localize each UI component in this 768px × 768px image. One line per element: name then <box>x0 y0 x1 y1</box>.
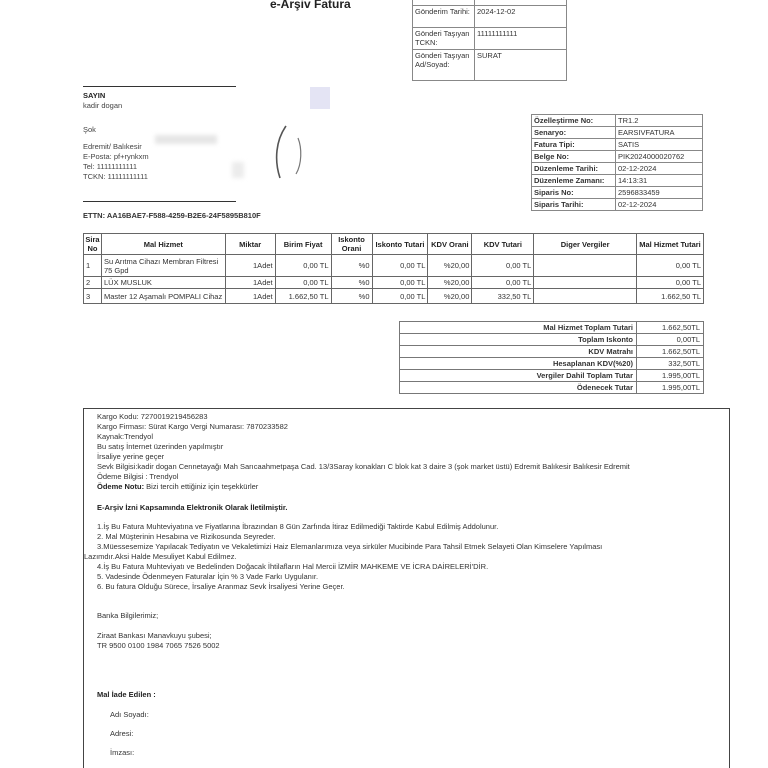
return-address-label: Adresi: <box>110 729 134 738</box>
redacted-area <box>310 87 330 109</box>
invoice-meta-body <box>532 115 703 211</box>
meta-label: Özelleştirme No: <box>532 115 616 127</box>
item-row <box>84 277 704 289</box>
meta-row <box>532 199 703 211</box>
totals-row <box>400 334 704 346</box>
item-cell: 1Adet <box>225 277 275 289</box>
buyer-top-rule <box>83 86 236 87</box>
totals-value: 1.995,00TL <box>637 382 704 394</box>
meta-label: Siparis No: <box>532 187 616 199</box>
meta-row <box>532 163 703 175</box>
items-header-row <box>84 234 704 255</box>
item-cell: 0,00 TL <box>372 289 428 304</box>
buyer-bottom-rule <box>83 201 236 202</box>
totals-label: Hesaplanan KDV(%20) <box>400 358 637 370</box>
meta-label: Siparis Tarihi: <box>532 199 616 211</box>
totals-row <box>400 382 704 394</box>
item-cell: 0,00 TL <box>472 255 534 277</box>
shipping-info: Sevk Bilgisi:kadir dogan Cennetayağı Mah Sarıcaahmetpaşa Cad. 13/3Saray konakları C blok kat 3 daire 3 (şok market üstü) Edremit Balıkesir Balıkesir Edremit <box>97 462 630 471</box>
items-body <box>84 255 704 304</box>
meta-label: Düzenleme Tarihi: <box>532 163 616 175</box>
meta-label: Düzenleme Zamanı: <box>532 175 616 187</box>
col-header: Mal Hizmet Tutari <box>637 234 704 255</box>
bank-branch: Ziraat Bankası Manavkuyu şubesi; <box>97 631 212 640</box>
totals-row <box>400 346 704 358</box>
shipping-label: Gönderim Tarihi: <box>413 6 475 28</box>
totals-value: 0,00TL <box>637 334 704 346</box>
buyer-address: Şok <box>83 125 96 135</box>
term-line: 1.İş Bu Fatura Muhteviyatına ve Fiyatlarına İbrazından 8 Gün Zarfında İtiraz Edilmediği Taktirde Kabul Edilmiş Addolunur. <box>97 522 499 531</box>
payment-note-label: Ödeme Notu: <box>97 482 145 491</box>
shipping-value: SURAT <box>475 50 567 81</box>
meta-row <box>532 115 703 127</box>
bank-title: Banka Bilgilerimiz; <box>97 611 159 620</box>
meta-value: 14:13:31 <box>616 175 703 187</box>
totals-value: 1.662,50TL <box>637 322 704 334</box>
meta-value: PIK2024000020762 <box>616 151 703 163</box>
item-cell: 0,00 TL <box>637 277 704 289</box>
meta-row <box>532 175 703 187</box>
buyer-tckn: TCKN: 11111111111 <box>83 172 148 182</box>
totals-row <box>400 358 704 370</box>
shipping-label: Gönderi Taşıyan Ad/Soyad: <box>413 50 475 81</box>
meta-row <box>532 151 703 163</box>
iban: TR 9500 0100 1984 7065 7526 5002 <box>97 641 220 650</box>
item-cell <box>534 255 637 277</box>
document-title: e-Arşiv Fatura <box>270 0 351 11</box>
item-cell: 1Adet <box>225 255 275 277</box>
item-cell: 0,00 TL <box>372 255 428 277</box>
col-header: Iskonto Orani <box>331 234 372 255</box>
item-cell: LÜX MUSLUK <box>101 277 225 289</box>
item-cell: %20,00 <box>428 289 472 304</box>
buyer-city: Edremit/ Balıkesir <box>83 141 142 151</box>
meta-value: SATIS <box>616 139 703 151</box>
item-cell: 2 <box>84 277 102 289</box>
item-cell: 1 <box>84 255 102 277</box>
cargo-code: Kargo Kodu: 7270019219456283 <box>97 412 208 421</box>
buyer-spacer <box>83 111 149 125</box>
item-row <box>84 255 704 277</box>
item-cell: Su Arıtma Cihazı Membran Filtresi 75 Gpd <box>101 255 225 277</box>
term-line: 5. Vadesinde Ödenmeyen Faturalar İçin % 3 Vade Farkı Uygulanır. <box>97 572 319 581</box>
term-line: Lazımdır.Aksi Halde Mesuliyet Kabul Edilmez. <box>84 552 237 561</box>
buyer-block <box>83 91 149 182</box>
col-header: Mal Hizmet <box>101 234 225 255</box>
meta-value: EARSIVFATURA <box>616 127 703 139</box>
totals-row <box>400 370 704 382</box>
totals-label: KDV Matrahı <box>400 346 637 358</box>
return-name-label: Adı Soyadı: <box>110 710 149 719</box>
col-header: Miktar <box>225 234 275 255</box>
item-cell: %20,00 <box>428 255 472 277</box>
shipping-value: 2024-12-02 <box>475 6 567 28</box>
item-cell: %0 <box>331 277 372 289</box>
totals-value: 332,50TL <box>637 358 704 370</box>
meta-row <box>532 127 703 139</box>
meta-value: 2596833459 <box>616 187 703 199</box>
totals-row <box>400 322 704 334</box>
internet-sale: Bu satış İnternet üzerinden yapılmıştır <box>97 442 224 451</box>
item-cell: 1.662,50 TL <box>637 289 704 304</box>
earsiv-statement: E-Arşiv İzni Kapsamında Elektronik Olarak İletilmiştir. <box>97 503 288 512</box>
item-cell <box>534 277 637 289</box>
meta-row <box>532 139 703 151</box>
term-line: 3.Müessesemize Yapılacak Tediyatın ve Vekaletimizi Haiz Elemanlarımıza veya sirküler Mucibinde Para Tahsil Etmek Selayeti Olan Kimselere Yapılması <box>97 542 603 551</box>
items-table <box>83 233 704 304</box>
item-cell: 1.662,50 TL <box>275 289 331 304</box>
totals-label: Ödenecek Tutar <box>400 382 637 394</box>
totals-label: Toplam Iskonto <box>400 334 637 346</box>
buyer-name: kadir dogan <box>83 101 123 111</box>
meta-label: Belge No: <box>532 151 616 163</box>
payment-info: Ödeme Bilgisi : Trendyol <box>97 472 179 481</box>
totals-label: Vergiler Dahil Toplam Tutar <box>400 370 637 382</box>
return-title: Mal İade Edilen : <box>97 690 156 699</box>
item-cell: Master 12 Aşamalı POMPALI Cihaz <box>101 289 225 304</box>
payment-note <box>97 482 258 491</box>
item-cell: %20,00 <box>428 277 472 289</box>
totals-table <box>399 321 704 394</box>
shipping-row <box>413 28 567 50</box>
col-header: Diger Vergiler <box>534 234 637 255</box>
item-cell: %0 <box>331 255 372 277</box>
meta-value: TR1.2 <box>616 115 703 127</box>
totals-body <box>400 322 704 394</box>
item-cell: 0,00 TL <box>275 255 331 277</box>
item-cell: 3 <box>84 289 102 304</box>
buyer-tel: Tel: 11111111111 <box>83 162 138 172</box>
item-cell: 332,50 TL <box>472 289 534 304</box>
item-cell: 0,00 TL <box>472 277 534 289</box>
redacted-area <box>232 162 244 178</box>
shipping-row <box>413 50 567 81</box>
meta-label: Senaryo: <box>532 127 616 139</box>
item-cell: 0,00 TL <box>637 255 704 277</box>
meta-value: 02-12-2024 <box>616 163 703 175</box>
return-signature-label: İmzası: <box>110 748 135 757</box>
item-cell: %0 <box>331 289 372 304</box>
cargo-firm: Kargo Firması: Sürat Kargo Vergi Numarası: 7870233582 <box>97 422 288 431</box>
item-cell <box>534 289 637 304</box>
invoice-meta-table <box>531 114 703 211</box>
shipping-row <box>413 6 567 28</box>
notes-box <box>83 408 730 768</box>
totals-value: 1.662,50TL <box>637 346 704 358</box>
item-cell: 1Adet <box>225 289 275 304</box>
item-row <box>84 289 704 304</box>
signature-mark <box>268 118 308 188</box>
col-header: KDV Orani <box>428 234 472 255</box>
meta-label: Fatura Tipi: <box>532 139 616 151</box>
buyer-salutation: SAYIN <box>83 91 106 100</box>
payment-note-value: Bizi tercih ettiğiniz için teşekkürler <box>144 482 259 491</box>
shipping-info-table <box>412 0 567 81</box>
shipping-value: 11111111111 <box>475 28 567 50</box>
totals-label: Mal Hizmet Toplam Tutari <box>400 322 637 334</box>
term-line: 4.İş Bu Fatura Muhteviyatı ve Bedelinden Doğacak İhtilafların Hal Mercii İZMİR MAHKEME VE İCRA DAİRELERİ'DİR. <box>97 562 489 571</box>
buyer-email: E-Posta: pf+rynkxm <box>83 151 149 161</box>
shipping-label: Gönderi Taşıyan TCKN: <box>413 28 475 50</box>
ettn: ETTN: AA16BAE7-F588-4259-B2E6-24F5895B810F <box>83 211 261 220</box>
totals-value: 1.995,00TL <box>637 370 704 382</box>
col-header: Iskonto Tutari <box>372 234 428 255</box>
item-cell: 0,00 TL <box>275 277 331 289</box>
term-line: 2. Mal Müşterinin Hesabına ve Rizikosunda Seyreder. <box>97 532 276 541</box>
col-header: Birim Fiyat <box>275 234 331 255</box>
col-header: KDV Tutari <box>472 234 534 255</box>
item-cell: 0,00 TL <box>372 277 428 289</box>
col-header: Sira No <box>85 235 100 253</box>
redacted-area <box>155 135 217 144</box>
waybill-note: İrsaliye yerine geçer <box>97 452 165 461</box>
term-line: 6. Bu fatura Olduğu Sürece, İrsaliye Aranmaz Sevk İrsaliyesi Yerine Geçer. <box>97 582 345 591</box>
meta-row <box>532 187 703 199</box>
source: Kaynak:Trendyol <box>97 432 154 441</box>
meta-value: 02-12-2024 <box>616 199 703 211</box>
